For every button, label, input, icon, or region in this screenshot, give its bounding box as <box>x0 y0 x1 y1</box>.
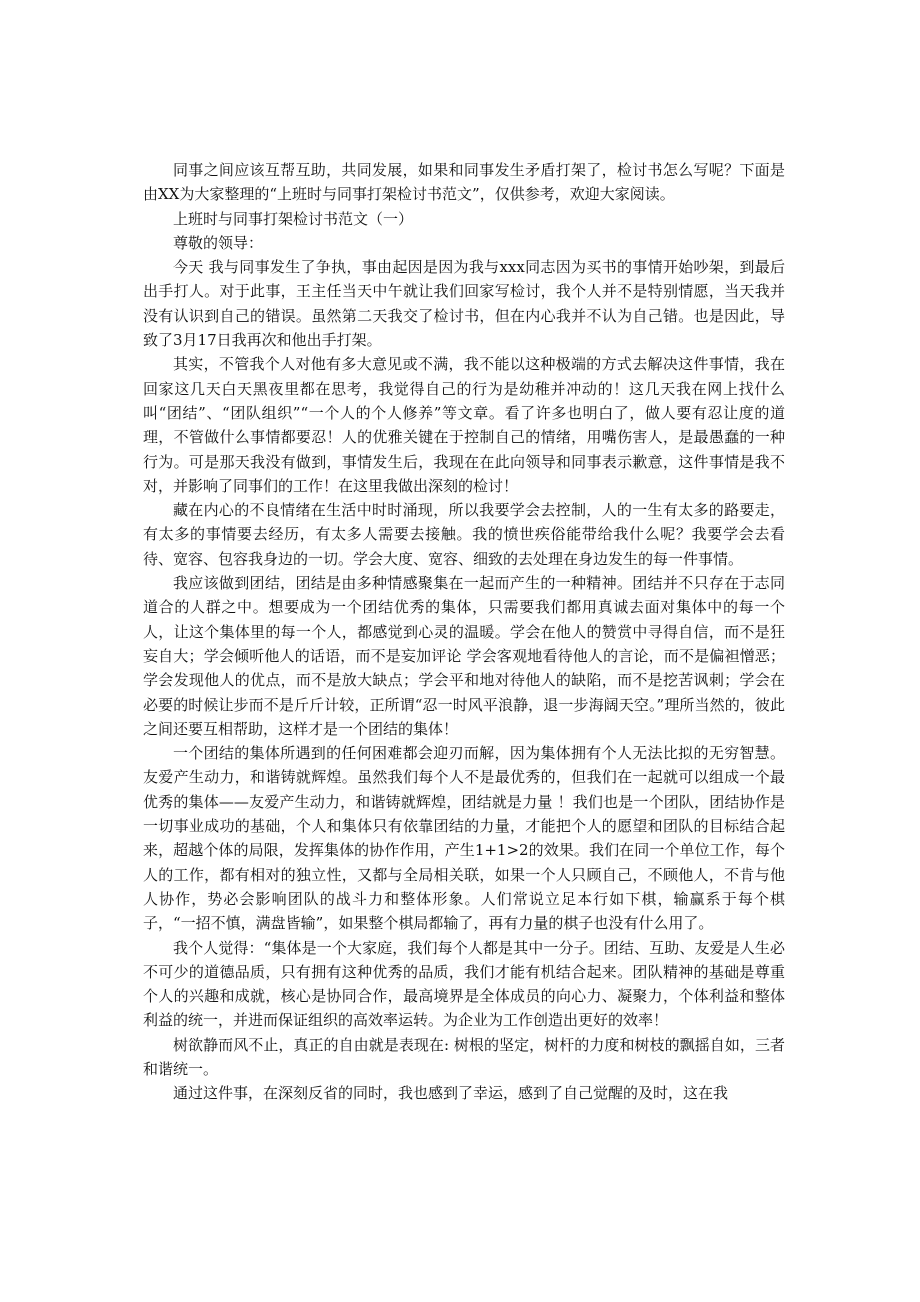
body-paragraph: 藏在内心的不良情绪在生活中时时涌现，所以我要学会去控制，人的一生有太多的路要走，有太多的事情要去经历，有太多人需要去接触。我的愤世疾俗能带给我什么呢？我要学会去看待、宽容、包容我身边的一切。学会大度、宽容、细致的去处理在身边发生的每一件事情。 <box>143 501 785 568</box>
salutation: 尊敬的领导： <box>173 233 264 252</box>
body-paragraph: 我个人觉得：“集体是一个大家庭，我们每个人都是其中一分子。团结、互助、友爱是人生必不可少的道德品质，只有拥有这种优秀的品质，我们才能有机结合起来。团队精神的基础是尊重个人的兴趣和成就，核心是协同合作，最高境界是全体成员的向心力、凝聚力，个体利益和整体利益的统一，并进而保证组织的高效率运转。为企业为工作创造出更好的效率！ <box>143 938 785 1030</box>
document-page <box>143 158 785 1106</box>
intro-paragraph: 同事之间应该互帮互助，共同发展，如果和同事发生矛盾打架了，检讨书怎么写呢？下面是由XX为大家整理的“上班时与同事打架检讨书范文”，仅供参考，欢迎大家阅读。 <box>143 161 785 204</box>
body-paragraph: 一个团结的集体所遇到的任何困难都会迎刃而解，因为集体拥有个人无法比拟的无穷智慧。友爱产生动力，和谐铸就辉煌。虽然我们每个人不是最优秀的，但我们在一起就可以组成一个最优秀的集体——友爱产生动力，和谐铸就辉煌，团结就是力量 ！我们也是一个团队，团结协作是一切事业成功的基础，个人和集体只有依靠团结的力量，才能把个人的愿望和团队的目标结合起来，超越个体的局限，发挥集体的协作作用，产生1+1>2的效果。我们在同一个单位工作，每个人的工作，都有相对的独立性，又都与全局相关联，如果一个人只顾自己，不顾他人，不肯与他人协作，势必会影响团队的战斗力和整体形象。人们常说立足本行如下棋，输赢系于每个棋子，“一招不慎，满盘皆输”，如果整个棋局都输了，再有力量的棋子也没有什么用了。 <box>143 744 785 933</box>
body-paragraph: 我应该做到团结，团结是由多种情感聚集在一起而产生的一种精神。团结并不只存在于志同道合的人群之中。想要成为一个团结优秀的集体，只需要我们都用真诚去面对集体中的每一个人，让这个集体里的每一个人，都感觉到心灵的温暖。学会在他人的赞赏中寻得自信，而不是狂妄自大；学会倾听他人的话语，而不是妄加评论 学会客观地看待他人的言论，而不是偏袒憎恶；学会发现他人的优点，而不是放大缺点；学会平和地对待他人的缺陷，而不是挖苦讽刺；学会在必要的时候让步而不是斤斤计较，正所谓“忍一时风平浪静，退一步海阔天空。”理所当然的，彼此之间还要互相帮助，这样才是一个团结的集体！ <box>143 574 785 738</box>
body-paragraph: 树欲静而风不止，真正的自由就是表现在: 树根的坚定，树杆的力度和树枝的飘摇自如，三者和谐统一。 <box>143 1035 785 1078</box>
section-heading: 上班时与同事打架检讨书范文（一） <box>173 209 414 228</box>
body-paragraph: 其实，不管我个人对他有多大意见或不满，我不能以这种极端的方式去解决这件事情，我在回家这几天白天黑夜里都在思考，我觉得自己的行为是幼稚并冲动的！这几天我在网上找什么叫“团结”、“团队组织”“一个人的个人修养”等文章。看了许多也明白了，做人要有忍让度的道理，不管做什么事情都要忍！人的优雅关键在于控制自己的情绪，用嘴伤害人，是最愚蠢的一种行为。可是那天我没有做到，事情发生后，我现在在此向领导和同事表示歉意，这件事情是我不对，并影响了同事们的工作！在这里我做出深刻的检讨！ <box>143 355 785 495</box>
body-paragraph: 今天 我与同事发生了争执，事由起因是因为我与xxx同志因为买书的事情开始吵架，到最后出手打人。对于此事，王主任当天中午就让我们回家写检讨，我个人并不是特别情愿，当天我并没有认识到自己的错误。虽然第二天我交了检讨书，但在内心我并不认为自己错。也是因此，导致了3月17日我再次和他出手打架。 <box>143 258 785 350</box>
body-paragraph: 通过这件事，在深刻反省的同时，我也感到了幸运，感到了自己觉醒的及时，这在我 <box>173 1084 729 1103</box>
